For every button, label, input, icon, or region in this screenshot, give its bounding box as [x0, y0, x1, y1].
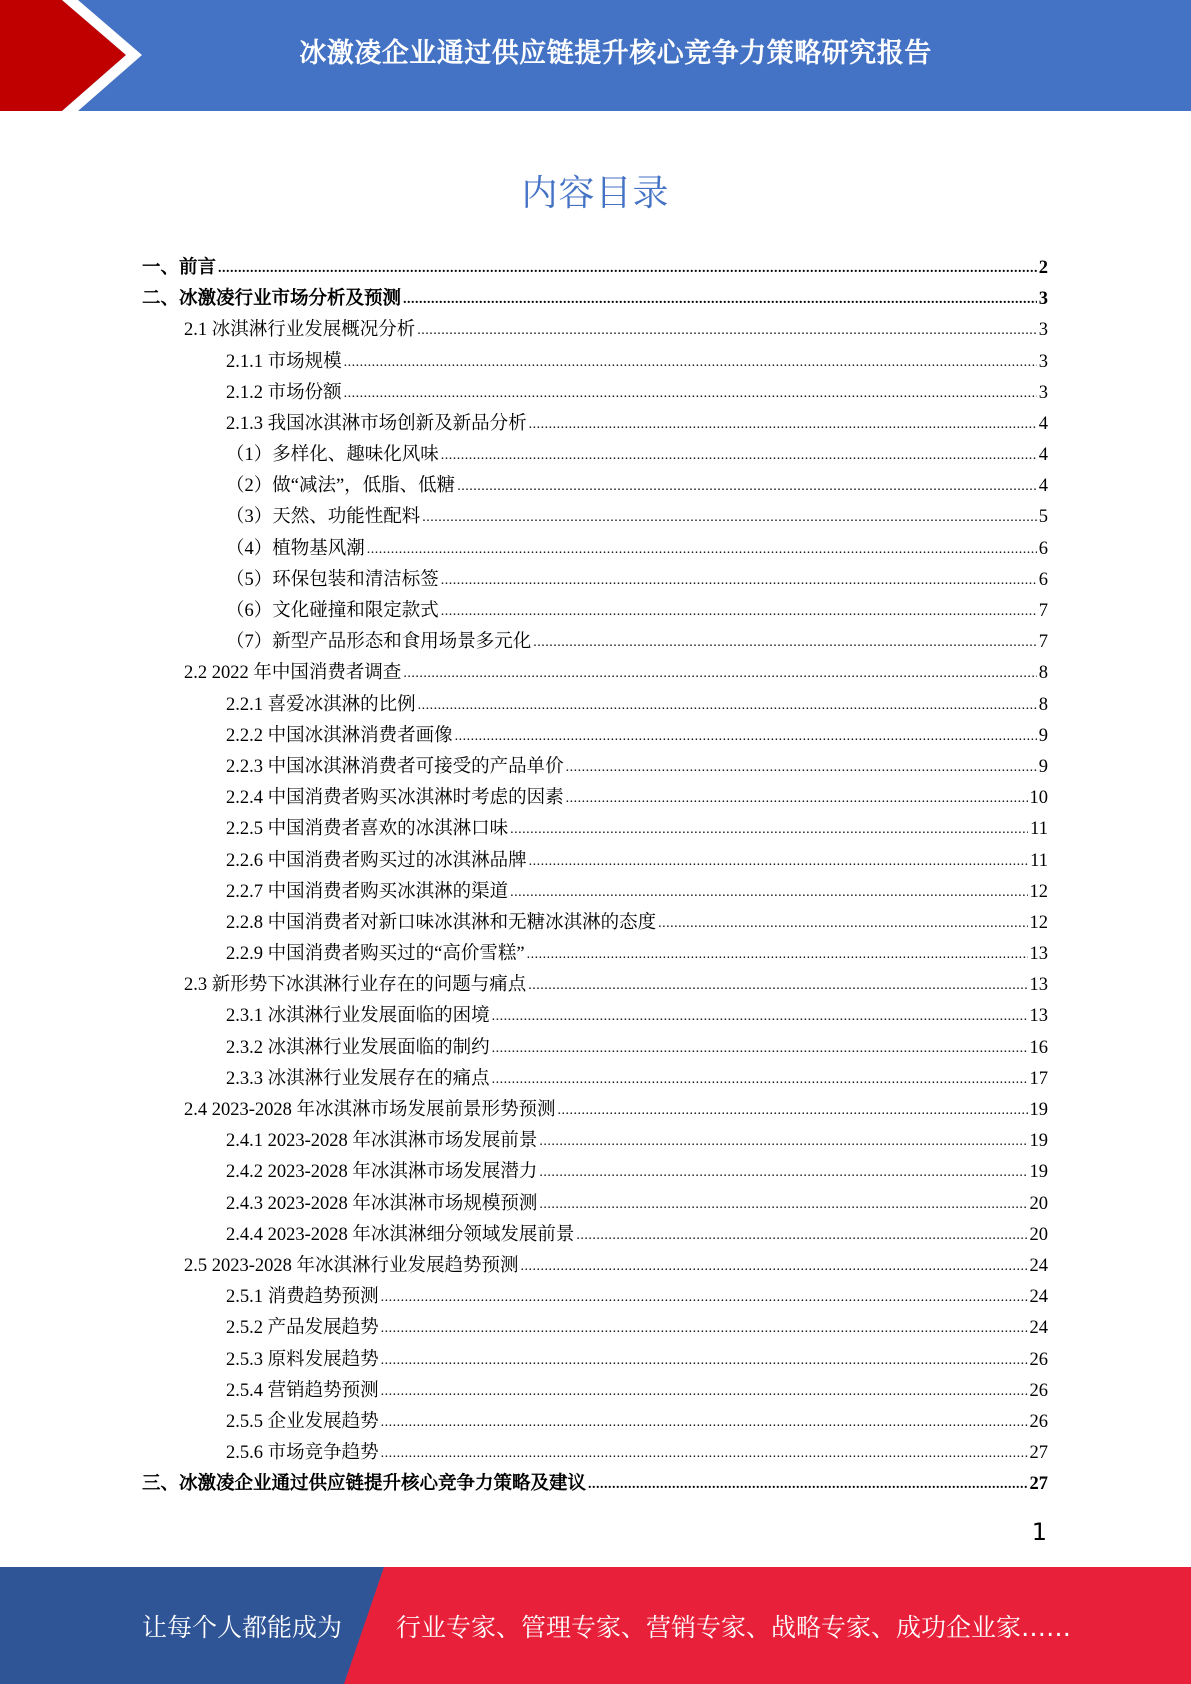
toc-entry[interactable] — [142, 939, 1048, 970]
toc-entry-label: （5）环保包装和清洁标签 — [226, 569, 439, 590]
toc-entry-label: 2.2.2 中国冰淇淋消费者画像 — [226, 725, 453, 746]
toc-dot-leader — [218, 253, 1037, 284]
toc-entry[interactable] — [142, 1313, 1048, 1344]
toc-dot-leader — [381, 1407, 1028, 1438]
toc-dot-leader — [344, 378, 1037, 409]
toc-dot-leader — [381, 1282, 1028, 1313]
toc-dot-leader — [403, 284, 1037, 315]
report-title: 冰激凌企业通过供应链提升核心竞争力策略研究报告 — [299, 37, 932, 69]
toc-entry-label: 2.2.3 中国冰淇淋消费者可接受的产品单价 — [226, 756, 564, 777]
toc-entry-label: 一、前言 — [142, 257, 217, 278]
toc-entry[interactable] — [142, 658, 1048, 689]
toc-entry-page: 20 — [1029, 1224, 1048, 1245]
toc-entry-page: 7 — [1038, 601, 1048, 622]
header-arrow-graphic — [0, 0, 160, 111]
toc-entry[interactable] — [142, 1407, 1048, 1438]
toc-dot-leader — [441, 565, 1037, 596]
toc-entry-page: 3 — [1038, 289, 1048, 310]
toc-entry-label: 2.1 冰淇淋行业发展概况分析 — [184, 320, 416, 341]
footer-slogan-left: 让每个人都能成为 — [142, 1612, 343, 1642]
toc-entry[interactable] — [142, 783, 1048, 814]
toc-dot-leader — [455, 721, 1037, 752]
toc-entry[interactable] — [142, 1251, 1048, 1282]
toc-entry-label: 2.3 新形势下冰淇淋行业存在的问题与痛点 — [184, 975, 527, 996]
toc-entry-label: 2.3.1 冰淇淋行业发展面临的困境 — [226, 1006, 490, 1027]
toc-entry[interactable] — [142, 378, 1048, 409]
toc-entry-label: 2.3.2 冰淇淋行业发展面临的制约 — [226, 1037, 490, 1058]
toc-entry[interactable] — [142, 315, 1048, 346]
toc-entry[interactable] — [142, 565, 1048, 596]
toc-entry-page: 11 — [1030, 850, 1048, 871]
toc-entry-label: （3）天然、功能性配料 — [226, 507, 421, 528]
toc-entry[interactable] — [142, 347, 1048, 378]
toc-entry-label: 2.4.1 2023-2028 年冰淇淋市场发展前景 — [226, 1131, 538, 1152]
page-footer — [0, 1567, 1191, 1684]
toc-dot-leader — [441, 596, 1037, 627]
toc-entry[interactable] — [142, 721, 1048, 752]
toc-entry-label: 二、冰激凌行业市场分析及预测 — [142, 289, 402, 310]
toc-entry-page: 19 — [1029, 1100, 1048, 1121]
toc-dot-leader — [539, 1157, 1027, 1188]
contents-title: 内容目录 — [521, 173, 670, 214]
toc-entry[interactable] — [142, 1064, 1048, 1095]
toc-entry[interactable] — [142, 1469, 1048, 1500]
toc-entry-label: 2.1.2 市场份额 — [226, 382, 342, 403]
toc-entry-page: 4 — [1038, 445, 1048, 466]
toc-entry-label: 2.4.2 2023-2028 年冰淇淋市场发展潜力 — [226, 1162, 538, 1183]
toc-entry-page: 8 — [1038, 663, 1048, 684]
toc-entry-page: 19 — [1029, 1131, 1048, 1152]
toc-entry-label: 2.2.7 中国消费者购买冰淇淋的渠道 — [226, 881, 509, 902]
toc-dot-leader — [441, 440, 1037, 471]
toc-entry[interactable] — [142, 690, 1048, 721]
toc-dot-leader — [521, 1251, 1028, 1282]
toc-entry-page: 8 — [1038, 694, 1048, 715]
toc-entry[interactable] — [142, 1095, 1048, 1126]
toc-entry-label: 2.5.5 企业发展趋势 — [226, 1411, 379, 1432]
toc-dot-leader — [344, 347, 1037, 378]
toc-dot-leader — [539, 1189, 1027, 1220]
toc-entry[interactable] — [142, 534, 1048, 565]
toc-entry-label: 2.1.1 市场规模 — [226, 351, 342, 372]
table-of-contents — [142, 253, 1048, 1501]
toc-entry-page: 6 — [1038, 538, 1048, 559]
toc-entry[interactable] — [142, 409, 1048, 440]
toc-entry[interactable] — [142, 1376, 1048, 1407]
toc-entry[interactable] — [142, 1033, 1048, 1064]
toc-dot-leader — [510, 877, 1027, 908]
toc-dot-leader — [558, 1095, 1028, 1126]
toc-dot-leader — [528, 970, 1027, 1001]
toc-entry-label: 2.1.3 我国冰淇淋市场创新及新品分析 — [226, 413, 527, 434]
toc-dot-leader — [381, 1376, 1028, 1407]
toc-entry-page: 5 — [1038, 507, 1048, 528]
toc-entry-label: 2.5.2 产品发展趋势 — [226, 1318, 379, 1339]
toc-dot-leader — [492, 1001, 1028, 1032]
toc-entry[interactable] — [142, 1189, 1048, 1220]
toc-entry[interactable] — [142, 471, 1048, 502]
toc-entry-label: 2.3.3 冰淇淋行业发展存在的痛点 — [226, 1068, 490, 1089]
toc-entry-label: 2.4.4 2023-2028 年冰淇淋细分领域发展前景 — [226, 1224, 575, 1245]
toc-dot-leader — [539, 1126, 1027, 1157]
toc-entry[interactable] — [142, 1002, 1048, 1033]
toc-entry-label: 2.2.9 中国消费者购买过的“高价雪糕” — [226, 944, 525, 965]
toc-dot-leader — [367, 534, 1037, 565]
toc-dot-leader — [492, 1064, 1028, 1095]
toc-entry[interactable] — [142, 503, 1048, 534]
toc-entry-label: （6）文化碰撞和限定款式 — [226, 601, 439, 622]
toc-dot-leader — [457, 471, 1037, 502]
toc-entry-page: 13 — [1029, 975, 1048, 996]
toc-entry[interactable] — [142, 846, 1048, 877]
toc-entry-label: （1）多样化、趣味化风味 — [226, 445, 439, 466]
toc-entry-label: 三、冰激凌企业通过供应链提升核心竞争力策略及建议 — [142, 1474, 587, 1495]
toc-dot-leader — [527, 939, 1028, 970]
toc-entry[interactable] — [142, 284, 1048, 315]
toc-dot-leader — [529, 846, 1029, 877]
toc-entry-page: 3 — [1038, 320, 1048, 341]
toc-entry-label: （2）做“减法”，低脂、低糖 — [226, 476, 456, 497]
toc-entry[interactable] — [142, 877, 1048, 908]
toc-entry-label: 2.5 2023-2028 年冰淇淋行业发展趋势预测 — [184, 1255, 519, 1276]
toc-entry-label: 2.2.4 中国消费者购买冰淇淋时考虑的因素 — [226, 788, 564, 809]
toc-entry-page: 4 — [1038, 476, 1048, 497]
toc-dot-leader — [510, 814, 1028, 845]
toc-dot-leader — [381, 1313, 1028, 1344]
toc-entry-page: 20 — [1029, 1193, 1048, 1214]
toc-entry-label: 2.4 2023-2028 年冰淇淋市场发展前景形势预测 — [184, 1100, 556, 1121]
toc-entry-page: 27 — [1029, 1443, 1048, 1464]
toc-entry-page: 9 — [1038, 756, 1048, 777]
toc-entry[interactable] — [142, 970, 1048, 1001]
toc-entry-label: 2.2.1 喜爱冰淇淋的比例 — [226, 694, 416, 715]
toc-entry-label: 2.4.3 2023-2028 年冰淇淋市场规模预测 — [226, 1193, 538, 1214]
toc-entry-page: 12 — [1029, 912, 1048, 933]
toc-entry-label: 2.2.6 中国消费者购买过的冰淇淋品牌 — [226, 850, 527, 871]
toc-entry-page: 19 — [1029, 1162, 1048, 1183]
toc-entry-page: 13 — [1029, 1006, 1048, 1027]
toc-entry[interactable] — [142, 253, 1048, 284]
toc-entry-page: 13 — [1029, 944, 1048, 965]
page-header — [0, 0, 1191, 111]
page-number: 1 — [1031, 1518, 1047, 1546]
toc-entry[interactable] — [142, 596, 1048, 627]
toc-dot-leader — [533, 627, 1036, 658]
toc-entry-label: 2.2.5 中国消费者喜欢的冰淇淋口味 — [226, 819, 509, 840]
toc-entry[interactable] — [142, 814, 1048, 845]
toc-entry[interactable] — [142, 627, 1048, 658]
toc-entry-page: 24 — [1029, 1318, 1048, 1339]
toc-entry-label: （4）植物基风潮 — [226, 538, 365, 559]
toc-entry-label: （7）新型产品形态和食用场景多元化 — [226, 632, 532, 653]
toc-entry-page: 11 — [1030, 819, 1048, 840]
toc-dot-leader — [566, 783, 1028, 814]
toc-dot-leader — [576, 1220, 1027, 1251]
toc-entry-label: 2.2.8 中国消费者对新口味冰淇淋和无糖冰淇淋的态度 — [226, 912, 657, 933]
toc-dot-leader — [658, 908, 1027, 939]
toc-entry-label: 2.5.6 市场竞争趋势 — [226, 1443, 379, 1464]
toc-entry-page: 26 — [1029, 1380, 1048, 1401]
toc-dot-leader — [422, 502, 1036, 533]
toc-entry[interactable] — [142, 908, 1048, 939]
toc-dot-leader — [529, 409, 1037, 440]
toc-entry-page: 3 — [1038, 351, 1048, 372]
toc-entry-page: 7 — [1038, 632, 1048, 653]
toc-entry[interactable] — [142, 752, 1048, 783]
footer-slogan-right: 行业专家、管理专家、营销专家、战略专家、成功企业家…… — [396, 1612, 1072, 1642]
toc-entry-label: 2.5.1 消费趋势预测 — [226, 1287, 379, 1308]
toc-entry-label: 2.5.3 原料发展趋势 — [226, 1349, 379, 1370]
toc-dot-leader — [381, 1345, 1028, 1376]
toc-entry-page: 24 — [1029, 1255, 1048, 1276]
toc-entry-page: 24 — [1029, 1287, 1048, 1308]
toc-entry-page: 3 — [1038, 382, 1048, 403]
toc-dot-leader — [417, 315, 1036, 346]
toc-dot-leader — [492, 1033, 1028, 1064]
toc-entry[interactable] — [142, 440, 1048, 471]
toc-entry[interactable] — [142, 1282, 1048, 1313]
toc-dot-leader — [566, 752, 1037, 783]
toc-entry[interactable] — [142, 1345, 1048, 1376]
toc-entry-page: 26 — [1029, 1349, 1048, 1370]
toc-entry-label: 2.2 2022 年中国消费者调查 — [184, 663, 402, 684]
toc-entry[interactable] — [142, 1220, 1048, 1251]
toc-entry-page: 16 — [1029, 1037, 1048, 1058]
toc-entry[interactable] — [142, 1438, 1048, 1469]
toc-entry-page: 4 — [1038, 413, 1048, 434]
toc-entry-page: 6 — [1038, 569, 1048, 590]
toc-entry-page: 9 — [1038, 725, 1048, 746]
toc-entry-page: 17 — [1029, 1068, 1048, 1089]
toc-entry-page: 10 — [1029, 788, 1048, 809]
toc-entry-page: 12 — [1029, 881, 1048, 902]
toc-dot-leader — [418, 690, 1037, 721]
toc-entry-page: 2 — [1038, 257, 1048, 278]
toc-entry-label: 2.5.4 营销趋势预测 — [226, 1380, 379, 1401]
toc-entry[interactable] — [142, 1126, 1048, 1157]
toc-dot-leader — [381, 1438, 1028, 1469]
toc-entry-page: 27 — [1029, 1474, 1048, 1495]
toc-dot-leader — [588, 1469, 1027, 1500]
toc-dot-leader — [403, 658, 1036, 689]
toc-entry-page: 26 — [1029, 1411, 1048, 1432]
toc-entry[interactable] — [142, 1157, 1048, 1188]
